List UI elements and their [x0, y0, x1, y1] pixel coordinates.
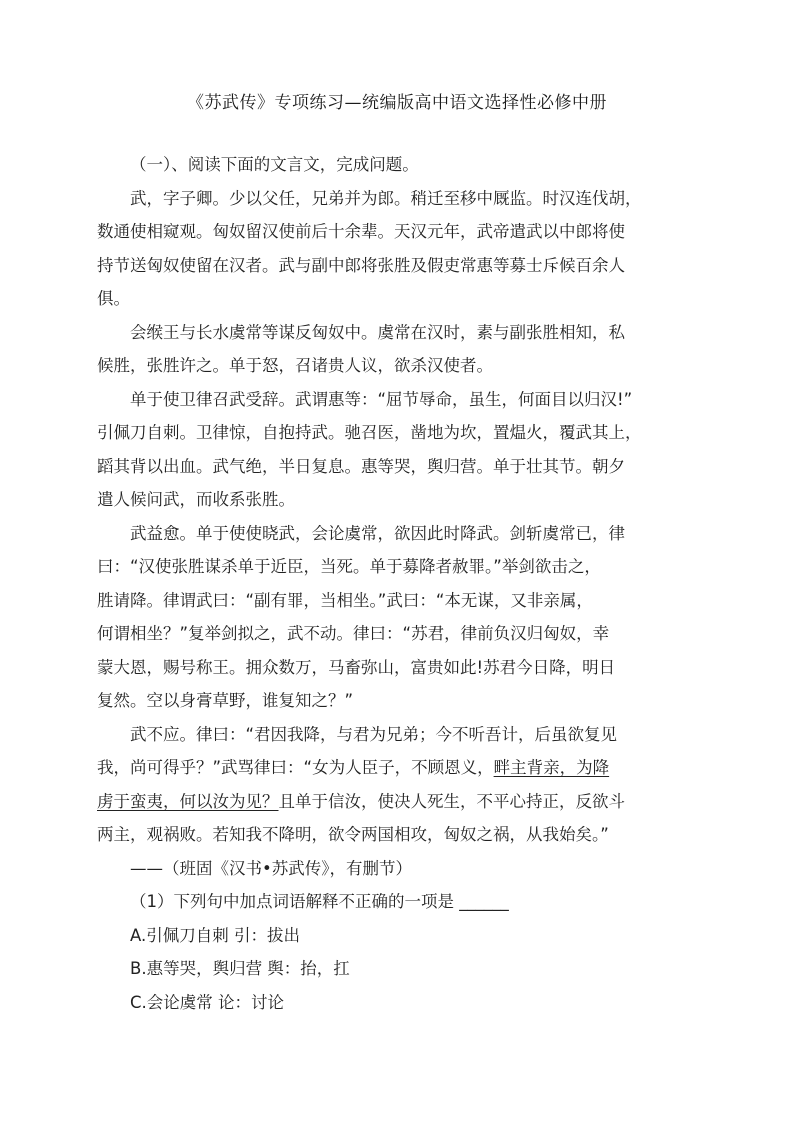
- document-title: 《苏武传》专项练习—统编版高中语文选择性必修中册: [187, 93, 607, 113]
- paragraph-line: 蒙大恩，赐号称王。拥众数万，马畜弥山，富贵如此!苏君今日降，明日: [97, 657, 616, 677]
- paragraph-line: 引佩刀自刺。卫律惊，自抱持武。驰召医，凿地为坎，置煴火，覆武其上，: [97, 423, 642, 442]
- source-citation: ——（班固《汉书•苏武传》，有删节）: [130, 858, 412, 878]
- plain-text: 且单于信汝，使决人死生，不平心持正，反欲斗: [278, 791, 625, 811]
- paragraph-line: 武不应。律曰：“君因我降，与君为兄弟；今不听吾计，后虽欲复见: [130, 724, 618, 744]
- option-a: A.引佩刀自刺 引：拔出: [130, 925, 300, 945]
- option-c: C.会论虞常 论：讨论: [130, 992, 285, 1012]
- paragraph-line: [97, 785, 703, 819]
- option-b: B.惠等哭，舆归营 舆：抬，扛: [130, 959, 350, 978]
- paragraph-line: 武，字子卿。少以父任，兄弟并为郎。稍迁至移中厩监。时汉连伐胡，: [130, 188, 642, 208]
- underlined-text: 畔主背亲，为降: [493, 758, 610, 777]
- paragraph-line: 单于使卫律召武受辞。武谓惠等：“屈节辱命，虽生，何面目以归汉!”: [130, 389, 633, 409]
- paragraph-line: 武益愈。单于使使晓武，会论虞常，欲因此时降武。剑斩虞常已，律: [130, 523, 625, 543]
- paragraph-4: [97, 517, 703, 718]
- paragraph-5: [97, 718, 703, 852]
- plain-text: 我，尚可得乎？”武骂律曰：“女为人臣子，不顾恩义，: [97, 758, 494, 777]
- paragraph-line: 会缑王与长水虞常等谋反匈奴中。虞常在汉时，素与副张胜相知，私: [130, 322, 625, 342]
- paragraph-line: 持节送匈奴使留在汉者。武与副中郎将张胜及假吏常惠等募士斥候百余人: [97, 255, 625, 275]
- paragraph-1: [97, 182, 703, 316]
- paragraph-line: 两主，观祸败。若知我不降明，欲令两国相攻，匈奴之祸，从我始矣。”: [97, 825, 609, 844]
- paragraph-line: 复然。空以身膏草野，谁复知之？”: [97, 691, 354, 710]
- paragraph-line: 俱。: [97, 289, 130, 308]
- section-heading: （一）、阅读下面的文言文，完成问题。: [130, 155, 419, 174]
- paragraph-3: [97, 383, 703, 517]
- paragraph-line: [97, 751, 703, 785]
- paragraph-line: 候胜，张胜许之。单于怒，召诸贵人议，欲杀汉使者。: [97, 356, 493, 375]
- underlined-text: 虏于蛮夷，何以汝为见？: [97, 791, 279, 811]
- question-1: （1）下列句中加点词语解释不正确的一项是 ______: [130, 892, 509, 911]
- paragraph-line: 蹈其背以出血。武气绝，半日复息。惠等哭，舆归营。单于壮其节。朝夕: [97, 456, 625, 476]
- paragraph-line: 何谓相坐？”复举剑拟之，武不动。律曰：“苏君，律前负汉归匈奴，幸: [97, 624, 610, 643]
- paragraph-line: 胜请降。律谓武曰：“副有罪，当相坐。”武曰：“本无谋，又非亲属，: [97, 590, 593, 610]
- document-body: [97, 148, 703, 1019]
- paragraph-line: 数通使相窥观。匈奴留汉使前后十余辈。天汉元年，武帝遣武以中郎将使: [97, 222, 625, 241]
- paragraph-line: 遣人候问武，而收系张胜。: [97, 490, 295, 509]
- paragraph-2: [97, 316, 703, 383]
- paragraph-line: 曰：“汉使张胜谋杀单于近臣，当死。单于募降者赦罪。”举剑欲击之，: [97, 557, 601, 576]
